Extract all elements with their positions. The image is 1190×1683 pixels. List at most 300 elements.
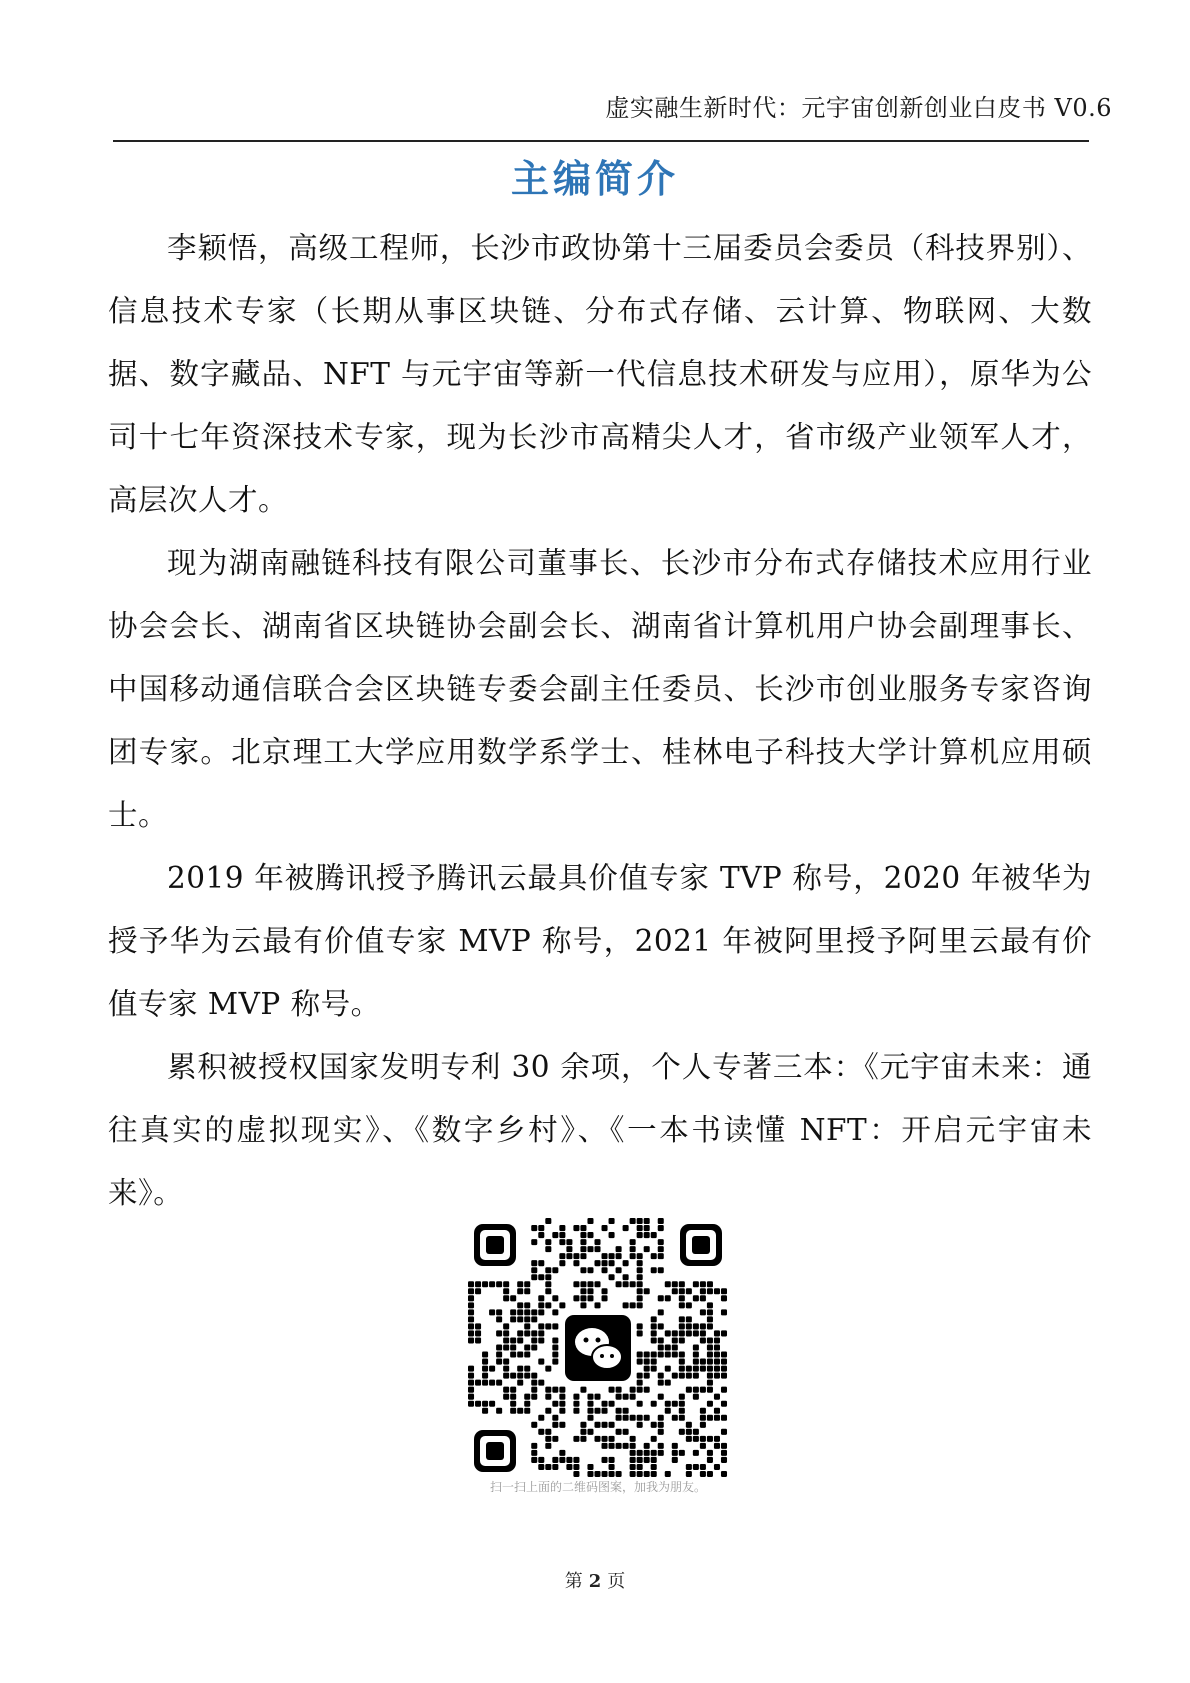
qr-module [721, 1359, 727, 1365]
body-text [108, 217, 1092, 1225]
qr-module [637, 1450, 643, 1456]
page-footer [0, 1567, 1190, 1593]
qr-module [686, 1387, 692, 1393]
qr-module [679, 1316, 685, 1322]
qr-module [630, 1394, 636, 1400]
qr-module [545, 1239, 551, 1245]
page-suffix: 页 [607, 1571, 626, 1592]
qr-module [665, 1344, 671, 1350]
qr-module [637, 1253, 643, 1259]
qr-module [602, 1471, 608, 1477]
qr-module [531, 1450, 537, 1456]
qr-module [630, 1253, 636, 1259]
qr-module [531, 1260, 537, 1266]
qr-module [623, 1394, 629, 1400]
qr-module [637, 1380, 643, 1386]
qr-module [651, 1330, 657, 1336]
qr-module [693, 1281, 699, 1287]
qr-module [580, 1422, 586, 1428]
qr-module [616, 1281, 622, 1287]
qr-module [510, 1352, 516, 1358]
qr-module [552, 1344, 558, 1350]
qr-module [686, 1429, 692, 1435]
qr-module [686, 1471, 692, 1477]
qr-module [700, 1443, 706, 1449]
qr-module [538, 1359, 544, 1365]
qr-module [644, 1457, 650, 1463]
page-number: 2 [588, 1571, 602, 1592]
qr-module [538, 1260, 544, 1266]
qr-module [644, 1352, 650, 1358]
qr-module [651, 1436, 657, 1442]
qr-module [580, 1288, 586, 1294]
qr-module [580, 1239, 586, 1245]
qr-module [552, 1422, 558, 1428]
qr-module [623, 1443, 629, 1449]
qr-module [644, 1288, 650, 1294]
qr-module [707, 1436, 713, 1442]
qr-module [658, 1373, 664, 1379]
qr-module [587, 1401, 593, 1407]
qr-module [637, 1323, 643, 1329]
qr-module [559, 1408, 565, 1414]
qr-module [707, 1380, 713, 1386]
qr-module [580, 1387, 586, 1393]
qr-module [686, 1330, 692, 1336]
qr-module [559, 1225, 565, 1231]
qr-module [637, 1415, 643, 1421]
qr-module [552, 1352, 558, 1358]
qr-module [637, 1330, 643, 1336]
qr-module [475, 1323, 481, 1329]
qr-module [714, 1330, 720, 1336]
qr-module [609, 1387, 615, 1393]
qr-module [721, 1295, 727, 1301]
qr-module [587, 1288, 593, 1294]
qr-module [545, 1464, 551, 1470]
qr-module [482, 1380, 488, 1386]
qr-module [616, 1415, 622, 1421]
qr-module [594, 1239, 600, 1245]
qr-module [637, 1464, 643, 1470]
qr-module [700, 1330, 706, 1336]
qr-module [538, 1464, 544, 1470]
qr-module [686, 1373, 692, 1379]
qr-module [552, 1401, 558, 1407]
qr-module [609, 1260, 615, 1266]
qr-module [531, 1225, 537, 1231]
qr-module [552, 1436, 558, 1442]
qr-module [594, 1471, 600, 1477]
qr-module [714, 1464, 720, 1470]
qr-module [721, 1471, 727, 1477]
qr-module [672, 1415, 678, 1421]
qr-module [707, 1359, 713, 1365]
qr-module [679, 1352, 685, 1358]
qr-module [545, 1443, 551, 1449]
qr-module [714, 1443, 720, 1449]
qr-module [616, 1246, 622, 1252]
qr-module [580, 1232, 586, 1238]
qr-module [468, 1295, 474, 1301]
qr-module [602, 1267, 608, 1273]
qr-module [700, 1281, 706, 1287]
qr-module [672, 1352, 678, 1358]
qr-module [602, 1225, 608, 1231]
qr-module [552, 1415, 558, 1421]
qr-module [602, 1295, 608, 1301]
qr-module [616, 1387, 622, 1393]
qr-module [707, 1471, 713, 1477]
qr-module [637, 1281, 643, 1287]
qr-module [651, 1337, 657, 1343]
qr-module [658, 1253, 664, 1259]
qr-module [637, 1373, 643, 1379]
qr-module [496, 1309, 502, 1315]
qr-module [538, 1323, 544, 1329]
qr-module [559, 1394, 565, 1400]
qr-module [468, 1394, 474, 1400]
qr-module [665, 1408, 671, 1414]
qr-module [524, 1309, 530, 1315]
qr-module [644, 1366, 650, 1372]
qr-module [721, 1443, 727, 1449]
qr-module [496, 1408, 502, 1414]
qr-module [714, 1344, 720, 1350]
qr-module [538, 1225, 544, 1231]
qr-module [623, 1415, 629, 1421]
qr-module [503, 1366, 509, 1372]
qr-module [566, 1464, 572, 1470]
qr-module [721, 1366, 727, 1372]
qr-module [672, 1401, 678, 1407]
qr-module [587, 1267, 593, 1273]
qr-module [658, 1267, 664, 1273]
qr-module [714, 1359, 720, 1365]
qr-module [651, 1366, 657, 1372]
qr-module [700, 1471, 706, 1477]
qr-module [672, 1344, 678, 1350]
qr-module [637, 1302, 643, 1308]
qr-module [524, 1344, 530, 1350]
qr-module [538, 1337, 544, 1343]
qr-module [496, 1352, 502, 1358]
qr-module [594, 1408, 600, 1414]
qr-module [630, 1218, 636, 1224]
qr-module [672, 1373, 678, 1379]
qr-module [594, 1422, 600, 1428]
qr-module [468, 1323, 474, 1329]
qr-module [721, 1330, 727, 1336]
qr-module [524, 1323, 530, 1329]
qr-module [545, 1281, 551, 1287]
qr-module [651, 1401, 657, 1407]
qr-module [517, 1380, 523, 1386]
qr-module [679, 1281, 685, 1287]
qr-module [644, 1471, 650, 1477]
qr-module [707, 1309, 713, 1315]
qr-module [468, 1309, 474, 1315]
qr-module [489, 1401, 495, 1407]
qr-module [707, 1401, 713, 1407]
qr-module [651, 1267, 657, 1273]
qr-module [552, 1309, 558, 1315]
qr-module [496, 1344, 502, 1350]
qr-module [707, 1387, 713, 1393]
qr-module [707, 1457, 713, 1463]
qr-module [679, 1450, 685, 1456]
qr-module [658, 1309, 664, 1315]
qr-module [602, 1457, 608, 1463]
qr-module [616, 1408, 622, 1414]
qr-module [573, 1225, 579, 1231]
qr-module [587, 1429, 593, 1435]
qr-module [552, 1232, 558, 1238]
qr-module [693, 1436, 699, 1442]
qr-module [573, 1464, 579, 1470]
qr-module [482, 1401, 488, 1407]
qr-code [468, 1218, 728, 1478]
qr-module [587, 1471, 593, 1477]
qr-module [468, 1281, 474, 1287]
qr-module [580, 1253, 586, 1259]
qr-module [602, 1422, 608, 1428]
qr-module [573, 1281, 579, 1287]
qr-module [594, 1246, 600, 1252]
qr-module [721, 1309, 727, 1315]
qr-module [637, 1471, 643, 1477]
qr-module [616, 1429, 622, 1435]
qr-module [531, 1373, 537, 1379]
qr-module [679, 1359, 685, 1365]
qr-module [700, 1337, 706, 1343]
qr-module [707, 1352, 713, 1358]
qr-module [623, 1260, 629, 1266]
qr-module [679, 1394, 685, 1400]
qr-module [679, 1429, 685, 1435]
qr-module [679, 1401, 685, 1407]
qr-module [609, 1422, 615, 1428]
qr-module [623, 1408, 629, 1414]
qr-module [658, 1429, 664, 1435]
qr-module [552, 1337, 558, 1343]
qr-module [524, 1302, 530, 1308]
qr-module [616, 1394, 622, 1400]
paragraph-bio: 李颖悟，高级工程师，长沙市政协第十三届委员会委员（科技界别）、信息技术专家（长期从事区块链、分布式存储、云计算、物联网、大数据、数字藏品、NFT 与元宇宙等新一代信息技术研发与应用），原华为公司十七年资深技术专家，现为长沙市高精尖人才，省市级产业领军人才，高层次人才。 [108, 231, 1092, 517]
qr-module [693, 1323, 699, 1329]
qr-module [482, 1359, 488, 1365]
qr-module [538, 1309, 544, 1315]
qr-module [707, 1373, 713, 1379]
qr-module [707, 1323, 713, 1329]
qr-module [545, 1218, 551, 1224]
qr-module [693, 1352, 699, 1358]
qr-module [482, 1352, 488, 1358]
qr-module [573, 1401, 579, 1407]
qr-module [545, 1302, 551, 1308]
qr-module [552, 1323, 558, 1329]
qr-module [714, 1408, 720, 1414]
qr-module [510, 1401, 516, 1407]
qr-module [552, 1359, 558, 1365]
qr-module [679, 1288, 685, 1294]
qr-module [510, 1316, 516, 1322]
qr-module [573, 1394, 579, 1400]
qr-module [475, 1288, 481, 1294]
qr-module [503, 1281, 509, 1287]
qr-module [524, 1281, 530, 1287]
qr-module [714, 1394, 720, 1400]
qr-module [468, 1302, 474, 1308]
qr-module [602, 1260, 608, 1266]
qr-module [637, 1267, 643, 1273]
qr-module [609, 1274, 615, 1280]
qr-module [700, 1436, 706, 1442]
qr-module [609, 1471, 615, 1477]
qr-module [538, 1457, 544, 1463]
qr-module [559, 1450, 565, 1456]
qr-module [468, 1387, 474, 1393]
qr-module [686, 1323, 692, 1329]
qr-module [700, 1415, 706, 1421]
qr-finder-bottom-left [474, 1430, 516, 1472]
qr-module [700, 1295, 706, 1301]
qr-module [496, 1380, 502, 1386]
qr-module [559, 1422, 565, 1428]
qr-module [651, 1471, 657, 1477]
qr-module [475, 1281, 481, 1287]
qr-module [651, 1450, 657, 1456]
qr-module [686, 1302, 692, 1308]
qr-module [510, 1373, 516, 1379]
qr-module [468, 1373, 474, 1379]
qr-module [644, 1218, 650, 1224]
qr-module [686, 1288, 692, 1294]
qr-module [609, 1443, 615, 1449]
qr-module [714, 1415, 720, 1421]
qr-module [475, 1330, 481, 1336]
qr-module [594, 1302, 600, 1308]
qr-module [651, 1464, 657, 1470]
qr-module [545, 1274, 551, 1280]
qr-module [637, 1274, 643, 1280]
qr-module [665, 1281, 671, 1287]
qr-module [482, 1281, 488, 1287]
paragraph-awards: 2019 年被腾讯授予腾讯云最具价值专家 TVP 称号，2020 年被华为授予华为云最有价值专家 MVP 称号，2021 年被阿里授予阿里云最有价值专家 MVP 称号。 [108, 861, 1092, 1021]
qr-module [623, 1281, 629, 1287]
qr-module [616, 1267, 622, 1273]
qr-module [658, 1344, 664, 1350]
qr-module [468, 1337, 474, 1343]
qr-module [700, 1408, 706, 1414]
qr-module [651, 1316, 657, 1322]
qr-module [503, 1373, 509, 1379]
qr-module [531, 1316, 537, 1322]
qr-module [531, 1274, 537, 1280]
qr-module [637, 1422, 643, 1428]
qr-module [686, 1316, 692, 1322]
qr-module [637, 1232, 643, 1238]
qr-module [538, 1429, 544, 1435]
qr-module [545, 1267, 551, 1273]
qr-module [503, 1387, 509, 1393]
qr-module [623, 1302, 629, 1308]
qr-module [559, 1260, 565, 1266]
qr-module [644, 1443, 650, 1449]
qr-module [531, 1457, 537, 1463]
qr-module [714, 1366, 720, 1372]
qr-module [721, 1457, 727, 1463]
qr-module [714, 1288, 720, 1294]
qr-module [602, 1408, 608, 1414]
qr-module [552, 1295, 558, 1301]
qr-module [721, 1429, 727, 1435]
qr-module [651, 1232, 657, 1238]
qr-module [672, 1288, 678, 1294]
qr-module [707, 1415, 713, 1421]
qr-module [587, 1415, 593, 1421]
qr-module [693, 1330, 699, 1336]
qr-module [566, 1253, 572, 1259]
qr-module [545, 1387, 551, 1393]
qr-module [630, 1302, 636, 1308]
qr-module [489, 1366, 495, 1372]
qr-module [665, 1471, 671, 1477]
qr-module [573, 1253, 579, 1259]
qr-module [538, 1415, 544, 1421]
qr-module [489, 1309, 495, 1315]
qr-module [503, 1337, 509, 1343]
qr-module [496, 1359, 502, 1365]
qr-module [707, 1450, 713, 1456]
qr-module [658, 1450, 664, 1456]
qr-module [679, 1337, 685, 1343]
qr-module [665, 1366, 671, 1372]
qr-module [644, 1387, 650, 1393]
qr-module [545, 1323, 551, 1329]
qr-module [538, 1380, 544, 1386]
qr-module [686, 1366, 692, 1372]
qr-module [566, 1239, 572, 1245]
qr-module [637, 1359, 643, 1365]
qr-module [658, 1415, 664, 1421]
qr-module [651, 1352, 657, 1358]
qr-module [496, 1330, 502, 1336]
qr-module [545, 1408, 551, 1414]
qr-module [524, 1366, 530, 1372]
qr-module [693, 1394, 699, 1400]
qr-module [637, 1218, 643, 1224]
qr-module [587, 1464, 593, 1470]
qr-module [496, 1281, 502, 1287]
qr-module [714, 1436, 720, 1442]
qr-module [665, 1380, 671, 1386]
qr-module [672, 1281, 678, 1287]
qr-module [630, 1415, 636, 1421]
qr-caption: 扫一扫上面的二维码图案，加我为朋友。 [489, 1480, 706, 1494]
qr-module [587, 1394, 593, 1400]
qr-module [559, 1253, 565, 1259]
qr-module [609, 1253, 615, 1259]
qr-module [609, 1401, 615, 1407]
qr-module [637, 1401, 643, 1407]
qr-module [707, 1366, 713, 1372]
qr-module [503, 1288, 509, 1294]
qr-module [524, 1288, 530, 1294]
qr-module [482, 1366, 488, 1372]
qr-module [587, 1295, 593, 1301]
qr-module [496, 1316, 502, 1322]
